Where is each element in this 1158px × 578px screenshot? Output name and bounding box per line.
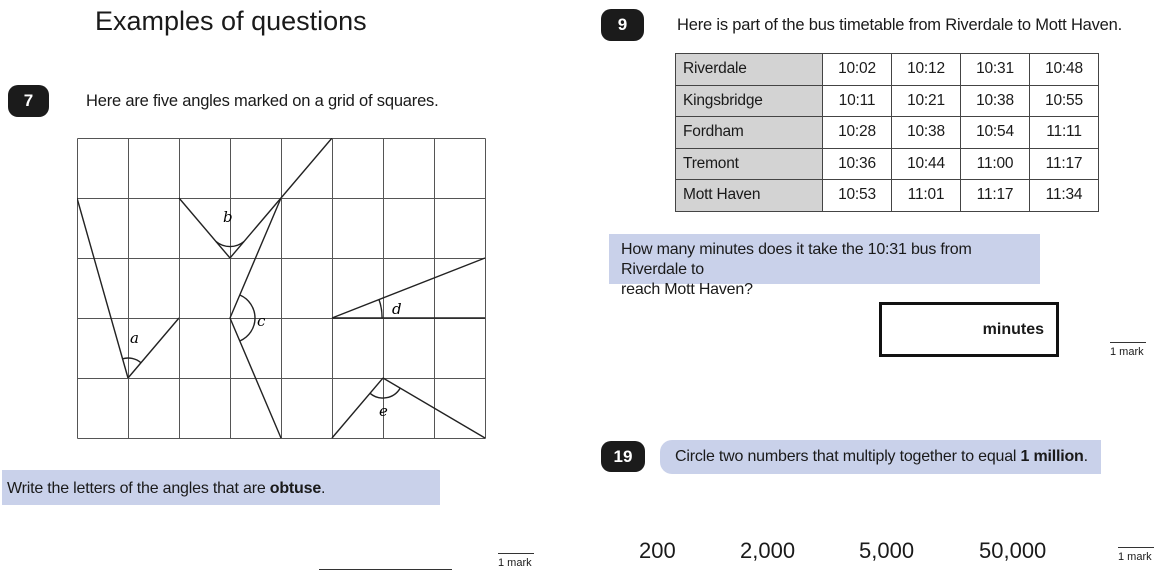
timetable-stop-name: Riverdale xyxy=(676,54,823,86)
choice-200[interactable]: 200 xyxy=(639,538,676,563)
minutes-unit-label: minutes xyxy=(982,320,1044,338)
timetable-stop-name: Kingsbridge xyxy=(676,85,823,117)
timetable-time: 10:38 xyxy=(961,85,1030,117)
question-9-question xyxy=(609,234,1040,298)
timetable-time: 11:01 xyxy=(892,180,961,212)
question-7-answer-line[interactable] xyxy=(319,569,452,570)
timetable-time: 10:21 xyxy=(892,85,961,117)
timetable-time: 10:54 xyxy=(961,117,1030,149)
question-7-mark-label: 1 mark xyxy=(498,557,532,569)
question-7-text: Here are five angles marked on a grid of squares. xyxy=(86,92,439,110)
timetable-row xyxy=(676,85,1099,117)
question-19-mark-label: 1 mark xyxy=(1118,551,1152,563)
choice-50000[interactable]: 50,000 xyxy=(979,538,1047,563)
question-9-question-line2: reach Mott Haven? xyxy=(621,281,753,298)
timetable-time: 10:28 xyxy=(823,117,892,149)
timetable-row xyxy=(676,54,1099,86)
angle-d xyxy=(332,258,485,318)
timetable-time: 10:53 xyxy=(823,180,892,212)
question-7-mark-line xyxy=(498,553,534,554)
question-9-text: Here is part of the bus timetable from Riverdale to Mott Haven. xyxy=(677,16,1123,34)
timetable-time: 10:02 xyxy=(823,54,892,86)
timetable-stop-name: Fordham xyxy=(676,117,823,149)
question-19-badge: 19 xyxy=(601,441,645,472)
timetable-time: 11:17 xyxy=(961,180,1030,212)
timetable-time: 11:34 xyxy=(1030,180,1099,212)
timetable-time: 11:17 xyxy=(1030,148,1099,180)
timetable-row xyxy=(676,148,1099,180)
question-7-prompt xyxy=(2,470,440,505)
timetable-time: 11:11 xyxy=(1030,117,1099,149)
timetable-time: 11:00 xyxy=(961,148,1030,180)
angle-d-label: d xyxy=(392,300,402,318)
timetable-stop-name: Tremont xyxy=(676,148,823,180)
bus-timetable xyxy=(675,53,1099,212)
question-7-prompt-text: Write the letters of the angles that are xyxy=(7,480,270,497)
question-19-mark-line xyxy=(1118,547,1154,548)
question-19-text xyxy=(660,440,1101,474)
question-7-prompt-keyword: obtuse xyxy=(269,480,322,497)
timetable-time: 10:44 xyxy=(892,148,961,180)
minutes-answer-box[interactable] xyxy=(879,302,1059,357)
timetable-time: 10:11 xyxy=(823,85,892,117)
timetable-time: 10:12 xyxy=(892,54,961,86)
question-19-text-keyword: 1 million xyxy=(1020,448,1084,465)
timetable-time: 10:38 xyxy=(892,117,961,149)
page-title: Examples of questions xyxy=(95,6,367,36)
timetable-row xyxy=(676,117,1099,149)
timetable-time: 10:55 xyxy=(1030,85,1099,117)
choice-5000[interactable]: 5,000 xyxy=(859,538,915,563)
question-9-badge: 9 xyxy=(601,9,644,41)
angle-b-label: b xyxy=(223,208,233,226)
timetable-time: 10:36 xyxy=(823,148,892,180)
angle-c-label: c xyxy=(257,312,266,330)
question-19-text-end: . xyxy=(1083,448,1088,465)
grid-lines xyxy=(78,139,486,439)
timetable-time: 10:31 xyxy=(961,54,1030,86)
angle-e-label: e xyxy=(379,402,388,420)
question-9-mark-line xyxy=(1110,342,1146,343)
timetable-stop-name: Mott Haven xyxy=(676,180,823,212)
question-7-prompt-end: . xyxy=(321,480,326,497)
choice-2000[interactable]: 2,000 xyxy=(740,538,796,563)
timetable-row xyxy=(676,180,1099,212)
timetable-time: 10:48 xyxy=(1030,54,1099,86)
question-7-badge: 7 xyxy=(8,85,49,117)
question-9-question-line1: How many minutes does it take the 10:31 bus from Riverdale to xyxy=(621,241,972,278)
question-19-text-main: Circle two numbers that multiply together to equal xyxy=(675,448,1021,465)
angle-a-label: a xyxy=(130,329,139,347)
question-9-mark-label: 1 mark xyxy=(1110,346,1144,358)
angle-e xyxy=(332,378,485,438)
angle-grid xyxy=(77,138,488,440)
